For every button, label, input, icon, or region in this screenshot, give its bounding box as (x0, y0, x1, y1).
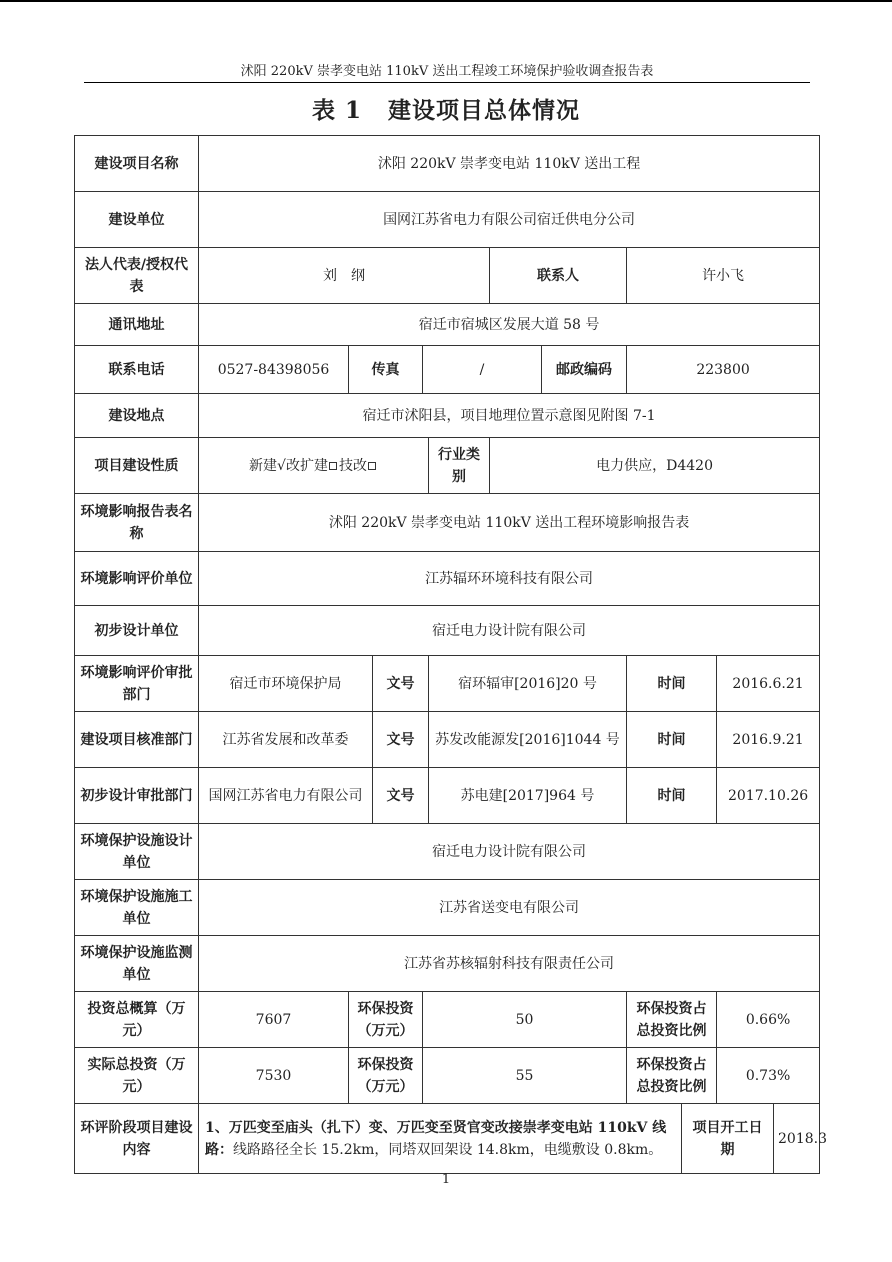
actual-ratio-label: 环保投资占总投资比例 (627, 1048, 717, 1104)
location-label: 建设地点 (75, 394, 199, 438)
nature-options (199, 438, 429, 494)
table-row (75, 1048, 820, 1104)
actual-env-value: 55 (423, 1048, 627, 1104)
table-row (75, 606, 820, 656)
project-overview-table (74, 135, 827, 1174)
table-row (75, 880, 820, 936)
table-row (75, 192, 820, 248)
table-row (75, 936, 820, 992)
env-construct-label: 环境保护设施施工单位 (75, 880, 199, 936)
design-unit-value: 宿迁电力设计院有限公司 (199, 606, 820, 656)
address-label: 通讯地址 (75, 304, 199, 346)
table-row (75, 346, 820, 394)
fax-value: / (423, 346, 542, 394)
project-approval-label: 建设项目核准部门 (75, 712, 199, 768)
budget-env-label: 环保投资（万元） (349, 992, 423, 1048)
table-title (0, 92, 892, 125)
header-rule (84, 82, 810, 83)
table-row (75, 712, 820, 768)
budget-ratio-label: 环保投资占总投资比例 (627, 992, 717, 1048)
table-row (75, 824, 820, 880)
builder-value: 国网江苏省电力有限公司宿迁供电分公司 (199, 192, 820, 248)
legal-rep-label: 法人代表/授权代表 (75, 248, 199, 304)
table-row (75, 438, 820, 494)
industry-value: 电力供应，D4420 (490, 438, 820, 494)
design-approval-label: 初步设计审批部门 (75, 768, 199, 824)
design-approval-dept: 国网江苏省电力有限公司 (199, 768, 373, 824)
fax-label: 传真 (349, 346, 423, 394)
budget-env-value: 50 (423, 992, 627, 1048)
table-number: 表 1 (311, 97, 362, 124)
legal-rep-value: 刘 纲 (199, 248, 490, 304)
location-value: 宿迁市沭阳县，项目地理位置示意图见附图 7-1 (199, 394, 820, 438)
table-title-text: 建设项目总体情况 (388, 97, 580, 124)
phone-label: 联系电话 (75, 346, 199, 394)
option-new: 新建√ (249, 457, 286, 474)
env-construct-value: 江苏省送变电有限公司 (199, 880, 820, 936)
actual-ratio-value: 0.73% (717, 1048, 820, 1104)
postcode-label: 邮政编码 (542, 346, 627, 394)
table-row (75, 136, 820, 192)
content-bold-text: 1、万匹变至庙头（扎下）变、万匹变至贤官变改接崇孝变电站 110kV 线路： (205, 1119, 667, 1158)
option-expand: 改扩建 (285, 457, 328, 474)
eia-report-label: 环境影响报告表名称 (75, 494, 199, 552)
eia-approval-label: 环境影响评价审批部门 (75, 656, 199, 712)
table-row (75, 768, 820, 824)
table-row (75, 552, 820, 606)
top-border-line (0, 0, 892, 2)
table-row (75, 1104, 820, 1174)
checkbox-empty (368, 462, 376, 470)
project-approval-time-label: 时间 (627, 712, 717, 768)
project-approval-doc: 苏发改能源发[2016]1044 号 (429, 712, 627, 768)
content-text: 线路路径全长 15.2km，同塔双回架设 14.8km，电缆敷设 0.8km。 (233, 1141, 663, 1158)
industry-label: 行业类别 (429, 438, 490, 494)
builder-label: 建设单位 (75, 192, 199, 248)
start-date-value: 2018.3 (774, 1104, 820, 1174)
table-row (75, 248, 820, 304)
eia-unit-value: 江苏辐环环境科技有限公司 (199, 552, 820, 606)
contact-label: 联系人 (490, 248, 627, 304)
eia-approval-doc: 宿环辐审[2016]20 号 (429, 656, 627, 712)
eia-unit-label: 环境影响评价单位 (75, 552, 199, 606)
project-approval-doc-label: 文号 (373, 712, 429, 768)
postcode-value: 223800 (627, 346, 820, 394)
budget-label: 投资总概算（万元） (75, 992, 199, 1048)
env-design-label: 环境保护设施设计单位 (75, 824, 199, 880)
design-approval-time: 2017.10.26 (717, 768, 820, 824)
actual-label: 实际总投资（万元） (75, 1048, 199, 1104)
address-value: 宿迁市宿城区发展大道 58 号 (199, 304, 820, 346)
table-row (75, 494, 820, 552)
env-monitor-label: 环境保护设施监测单位 (75, 936, 199, 992)
table-row (75, 992, 820, 1048)
project-approval-time: 2016.9.21 (717, 712, 820, 768)
budget-value: 7607 (199, 992, 349, 1048)
design-approval-time-label: 时间 (627, 768, 717, 824)
eia-approval-dept: 宿迁市环境保护局 (199, 656, 373, 712)
design-unit-label: 初步设计单位 (75, 606, 199, 656)
budget-ratio-value: 0.66% (717, 992, 820, 1048)
content-value (199, 1104, 682, 1174)
page-number: 1 (441, 1172, 451, 1187)
eia-approval-doc-label: 文号 (373, 656, 429, 712)
nature-label: 项目建设性质 (75, 438, 199, 494)
design-approval-doc: 苏电建[2017]964 号 (429, 768, 627, 824)
eia-approval-time-label: 时间 (627, 656, 717, 712)
actual-env-label: 环保投资（万元） (349, 1048, 423, 1104)
phone-value: 0527-84398056 (199, 346, 349, 394)
project-name-value: 沭阳 220kV 崇孝变电站 110kV 送出工程 (199, 136, 820, 192)
project-name-label: 建设项目名称 (75, 136, 199, 192)
actual-value: 7530 (199, 1048, 349, 1104)
contact-value: 许小飞 (627, 248, 820, 304)
content-label: 环评阶段项目建设内容 (75, 1104, 199, 1174)
project-approval-dept: 江苏省发展和改革委 (199, 712, 373, 768)
table-row (75, 656, 820, 712)
eia-report-value: 沭阳 220kV 崇孝变电站 110kV 送出工程环境影响报告表 (199, 494, 820, 552)
env-design-value: 宿迁电力设计院有限公司 (199, 824, 820, 880)
option-tech: 技改 (338, 457, 367, 474)
eia-approval-time: 2016.6.21 (717, 656, 820, 712)
table-row (75, 304, 820, 346)
table-row (75, 394, 820, 438)
design-approval-doc-label: 文号 (373, 768, 429, 824)
running-header: 沭阳 220kV 崇孝变电站 110kV 送出工程竣工环境保护验收调查报告表 (240, 64, 654, 79)
checkbox-empty (329, 462, 337, 470)
start-date-label: 项目开工日期 (682, 1104, 774, 1174)
env-monitor-value: 江苏省苏核辐射科技有限责任公司 (199, 936, 820, 992)
